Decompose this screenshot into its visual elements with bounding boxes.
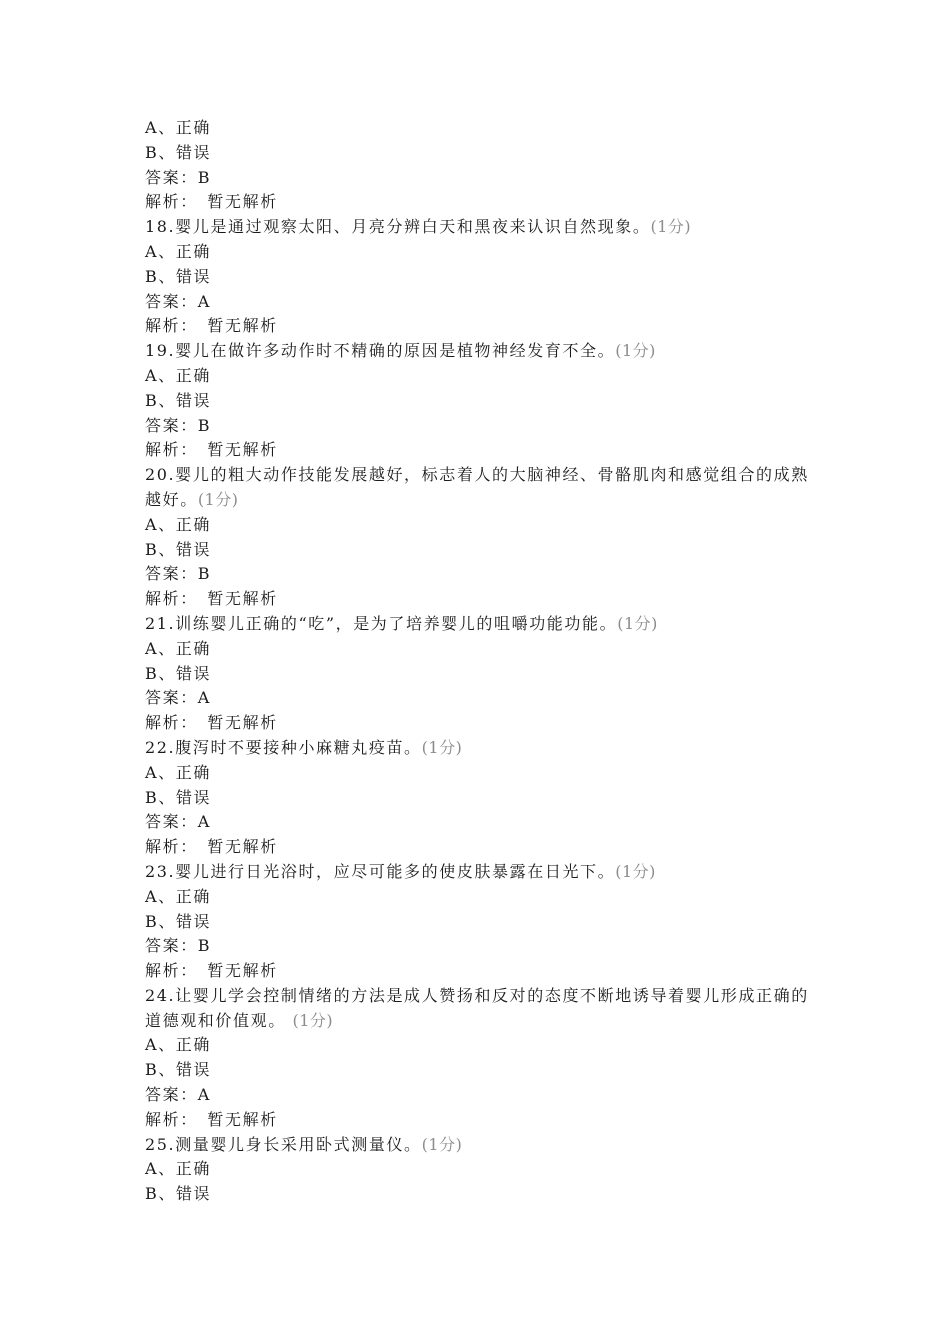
answer-line: 答案：B bbox=[145, 936, 212, 956]
option-b: B、错误 bbox=[145, 539, 212, 559]
analysis-line: 解析： 暂无解析 bbox=[145, 192, 278, 212]
question-points: (1分) bbox=[421, 1134, 463, 1154]
answer-line: 答案：A bbox=[145, 291, 211, 311]
option-a: A、正确 bbox=[145, 514, 211, 534]
question-points: (1分) bbox=[617, 613, 658, 633]
question-points: (1分) bbox=[615, 341, 656, 361]
question-points: (1分) bbox=[197, 489, 239, 509]
question-text: 18.婴儿是通过观察太阳、月亮分辨白天和黑夜来认识自然现象。(1分) bbox=[145, 217, 692, 237]
question-text: 21.训练婴儿正确的“吃”，是为了培养婴儿的咀嚼功能功能。(1分) bbox=[145, 613, 658, 633]
option-a: A、正确 bbox=[145, 1035, 211, 1055]
answer-line: 答案：B bbox=[145, 415, 212, 435]
option-a: A、正确 bbox=[145, 886, 211, 906]
option-b: B、错误 bbox=[145, 390, 212, 410]
question-text: 20.婴儿的粗大动作技能发展越好，标志着人的大脑神经、骨骼肌肉和感觉组合的成熟越好。(1分) bbox=[145, 465, 809, 509]
answer-line: 答案：A bbox=[145, 1085, 211, 1105]
option-a: A、正确 bbox=[145, 241, 211, 261]
option-b: B、错误 bbox=[145, 787, 212, 807]
question-text: 25.测量婴儿身长采用卧式测量仪。(1分) bbox=[145, 1134, 463, 1154]
analysis-line: 解析： 暂无解析 bbox=[145, 440, 278, 460]
question-text: 19.婴儿在做许多动作时不精确的原因是植物神经发育不全。(1分) bbox=[145, 341, 656, 361]
option-a: A、正确 bbox=[145, 1159, 211, 1179]
answer-line: 答案：B bbox=[145, 564, 212, 584]
answer-line: 答案：A bbox=[145, 812, 211, 832]
question-points: (1分) bbox=[292, 1010, 334, 1030]
option-a: A、正确 bbox=[145, 638, 211, 658]
question-text: 23.婴儿进行日光浴时，应尽可能多的使皮肤暴露在日光下。(1分) bbox=[145, 861, 656, 881]
option-b: B、错误 bbox=[145, 1060, 212, 1080]
option-b: B、错误 bbox=[145, 663, 212, 683]
question-points: (1分) bbox=[421, 737, 463, 757]
analysis-line: 解析： 暂无解析 bbox=[145, 713, 278, 733]
option-a: A、正确 bbox=[145, 365, 211, 385]
question-points: (1分) bbox=[650, 217, 692, 237]
question-list bbox=[145, 116, 815, 1207]
option-b: B、错误 bbox=[145, 142, 212, 162]
question-points: (1分) bbox=[615, 861, 656, 881]
option-b: B、错误 bbox=[145, 1184, 212, 1204]
analysis-line: 解析： 暂无解析 bbox=[145, 961, 278, 981]
option-b: B、错误 bbox=[145, 911, 212, 931]
option-b: B、错误 bbox=[145, 266, 212, 286]
answer-line: 答案：B bbox=[145, 167, 212, 187]
analysis-line: 解析： 暂无解析 bbox=[145, 837, 278, 857]
analysis-line: 解析： 暂无解析 bbox=[145, 589, 278, 609]
answer-line: 答案：A bbox=[145, 688, 211, 708]
option-a: A、正确 bbox=[145, 118, 211, 137]
question-text: 24.让婴儿学会控制情绪的方法是成人赞扬和反对的态度不断地诱导着婴儿形成正确的道德观和价值观。 (1分) bbox=[145, 985, 809, 1030]
question-text: 22.腹泻时不要接种小麻糖丸疫苗。(1分) bbox=[145, 737, 463, 757]
analysis-line: 解析： 暂无解析 bbox=[145, 1109, 278, 1129]
option-a: A、正确 bbox=[145, 762, 211, 782]
analysis-line: 解析： 暂无解析 bbox=[145, 316, 278, 336]
